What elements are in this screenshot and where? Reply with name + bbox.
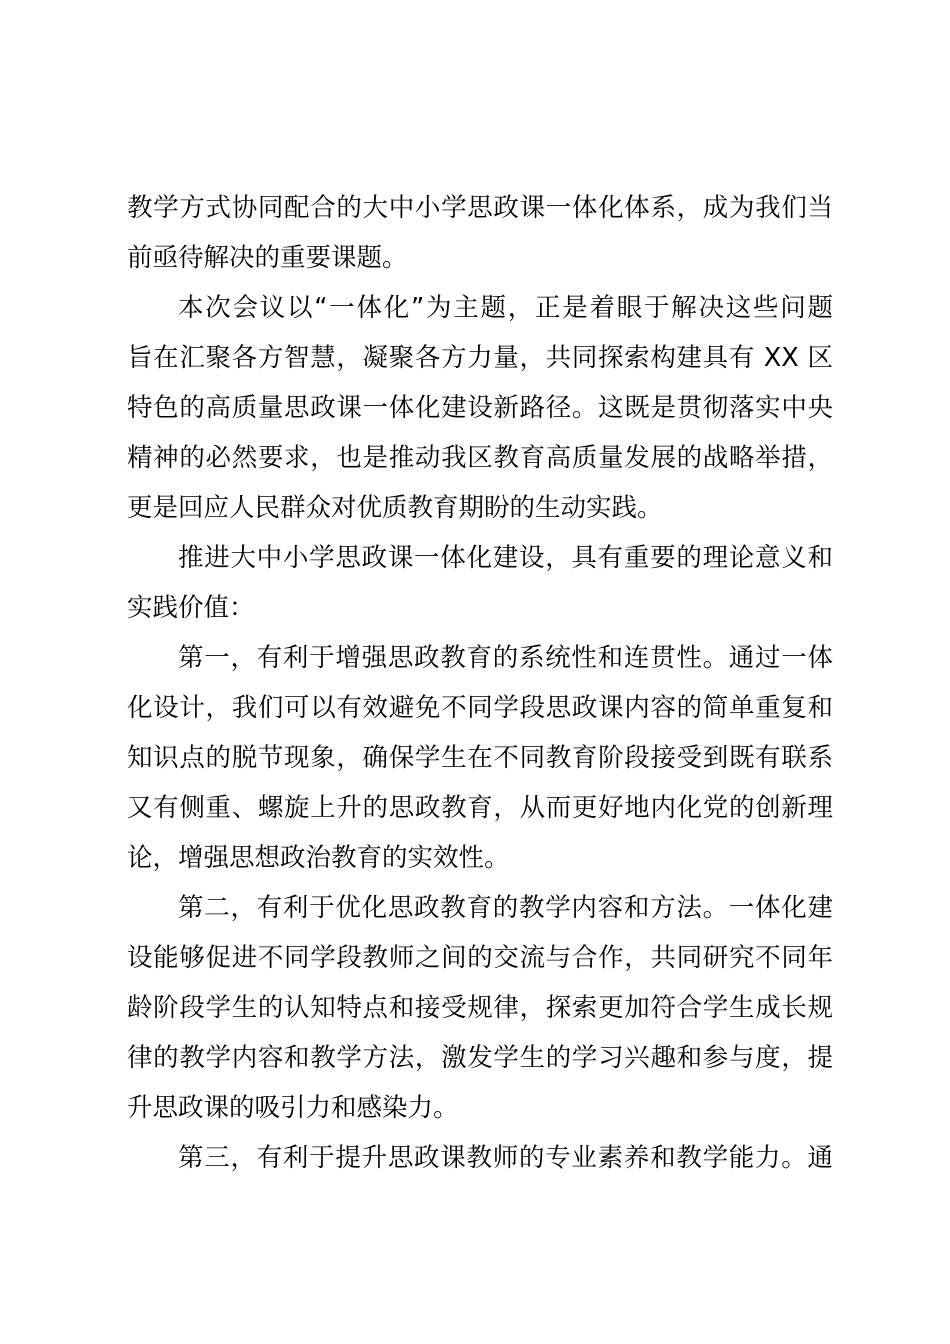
text-line: 本次会议以“一体化”为主题，正是着眼于解决这些问题 <box>178 293 833 323</box>
text-line: 前亟待解决的重要课题。 <box>127 243 408 273</box>
text-line: 又有侧重、螺旋上升的思政教育，从而更好地内化党的创新理 <box>127 793 833 823</box>
text-line: 精神的必然要求，也是推动我区教育高质量发展的战略举措， <box>127 443 833 473</box>
text-line: 设能够促进不同学段教师之间的交流与合作，共同研究不同年 <box>127 943 833 973</box>
text-line: 知识点的脱节现象，确保学生在不同教育阶段接受到既有联系 <box>127 743 833 773</box>
text-line: 实践价值： <box>127 593 255 623</box>
text-line: 化设计，我们可以有效避免不同学段思政课内容的简单重复和 <box>127 693 833 723</box>
text-line: 律的教学内容和教学方法，激发学生的学习兴趣和参与度，提 <box>127 1043 833 1073</box>
text-line: 论，增强思想政治教育的实效性。 <box>127 843 510 873</box>
text-line: 更是回应人民群众对优质教育期盼的生动实践。 <box>127 493 663 523</box>
text-line: 特色的高质量思政课一体化建设新路径。这既是贯彻落实中央 <box>127 393 833 423</box>
text-line: 第一，有利于增强思政教育的系统性和连贯性。通过一体 <box>178 643 833 673</box>
text-line: 第三，有利于提升思政课教师的专业素养和教学能力。通 <box>178 1143 833 1173</box>
text-line: 第二，有利于优化思政教育的教学内容和方法。一体化建 <box>178 893 833 923</box>
text-line: 推进大中小学思政课一体化建设，具有重要的理论意义和 <box>178 543 833 573</box>
text-line: 升思政课的吸引力和感染力。 <box>127 1093 459 1123</box>
text-line: 旨在汇聚各方智慧，凝聚各方力量，共同探索构建具有 XX 区 <box>127 343 833 373</box>
text-line: 教学方式协同配合的大中小学思政课一体化体系，成为我们当 <box>127 193 833 223</box>
text-line: 龄阶段学生的认知特点和接受规律，探索更加符合学生成长规 <box>127 993 833 1023</box>
